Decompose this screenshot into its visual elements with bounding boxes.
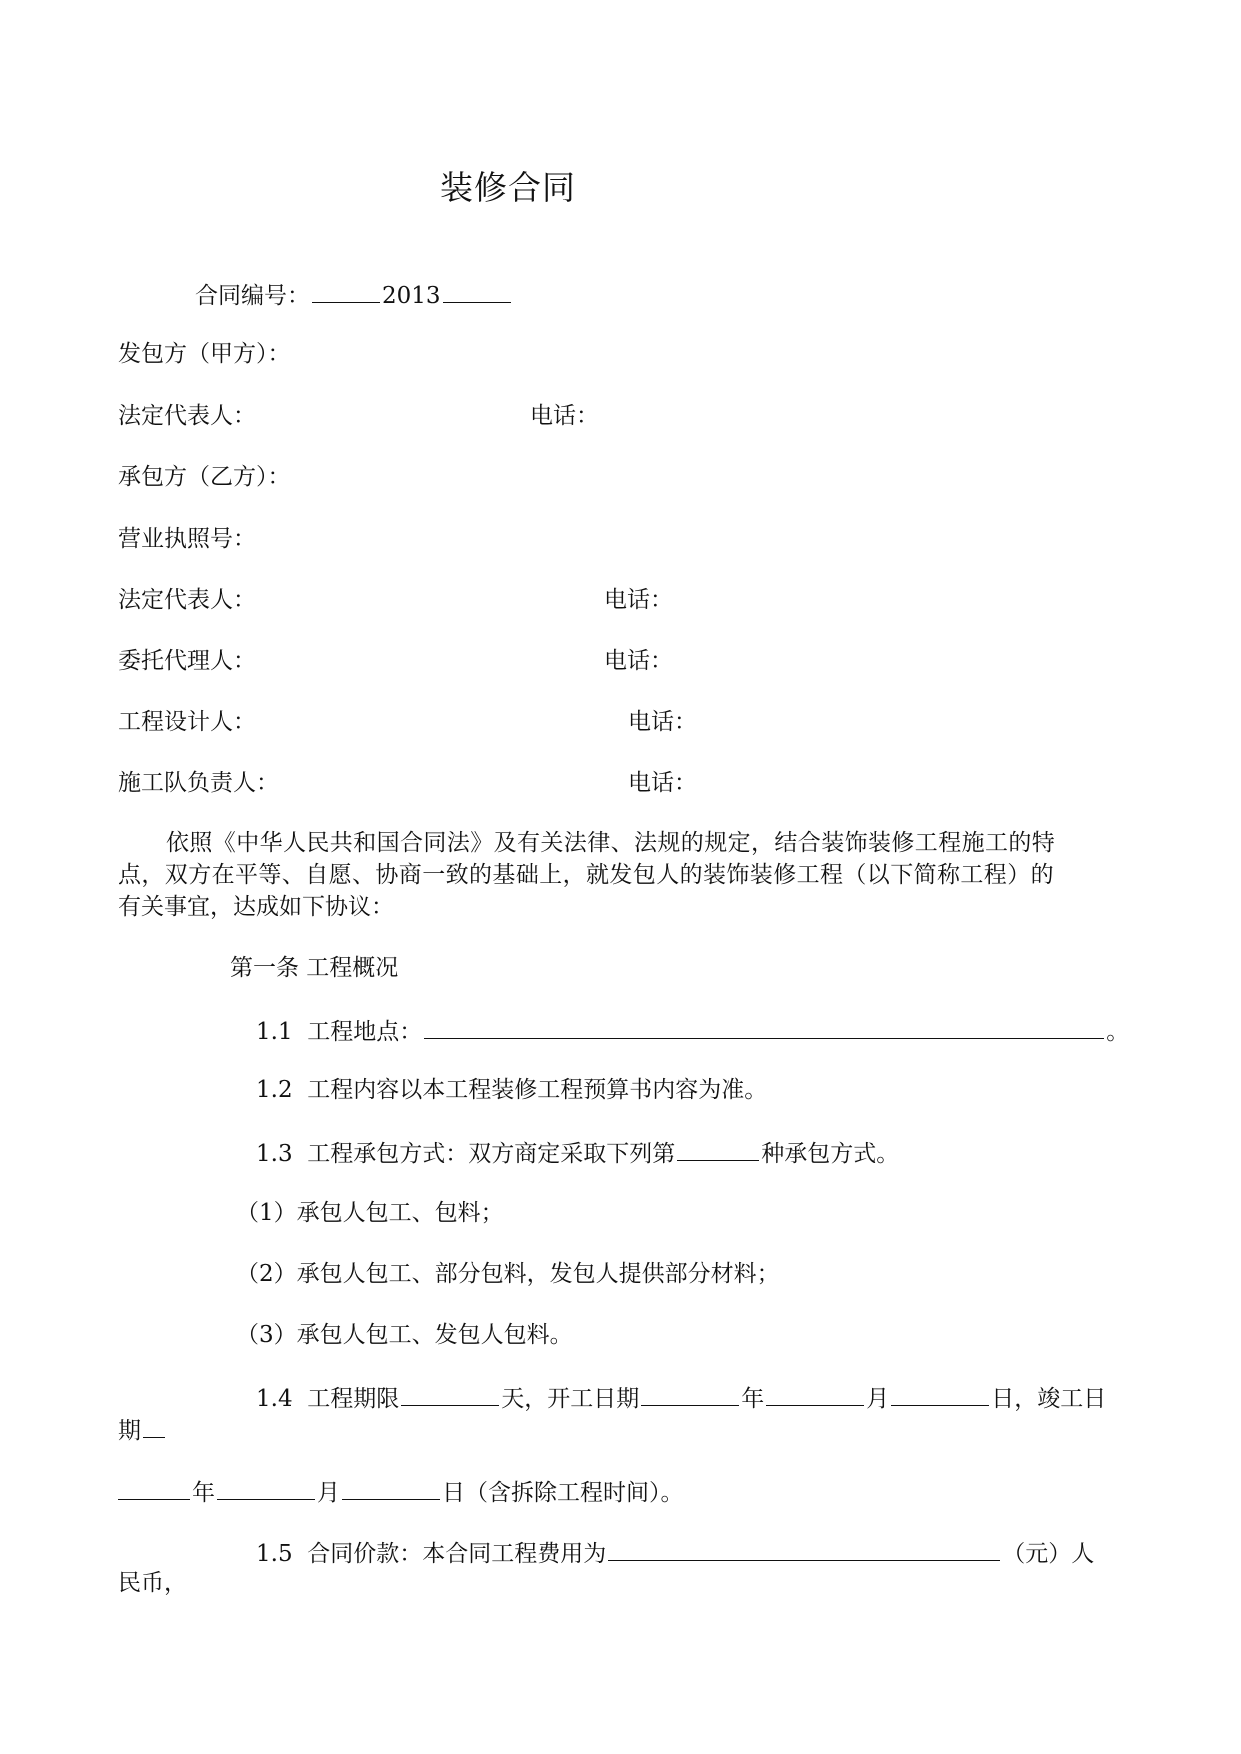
contract-price-blank[interactable]	[608, 1536, 1000, 1561]
page-title: 装修合同	[440, 168, 576, 207]
option-1: （1）承包人包工、包料；	[236, 1200, 504, 1226]
employer-phone-label: 电话：	[530, 403, 599, 429]
contractor-label: 承包方（乙方）：	[118, 464, 291, 490]
option-3: （3）承包人包工、发包人包料。	[236, 1322, 573, 1348]
contractor-phone-label: 电话：	[604, 587, 673, 613]
clause-1-4-day: 天，开工日期	[501, 1386, 640, 1412]
duration-days-blank[interactable]	[401, 1381, 499, 1406]
contract-number-value: 2013	[382, 283, 441, 309]
license-label: 营业执照号：	[118, 526, 256, 552]
completion-month-blank[interactable]	[217, 1475, 315, 1500]
clause-1-2-text: 工程内容以本工程装修工程预算书内容为准。	[307, 1077, 768, 1103]
start-month-blank[interactable]	[766, 1381, 864, 1406]
completion-day-blank[interactable]	[342, 1475, 440, 1500]
clause-1-5-unit: （元）人	[1002, 1541, 1095, 1567]
clause-1-3-number: 1.3	[256, 1141, 293, 1167]
clause-1-5-label: 合同价款：本合同工程费用为	[307, 1541, 607, 1567]
clause-1-4-cont-text: 期	[118, 1418, 141, 1444]
clause-1-4-number: 1.4	[256, 1386, 293, 1412]
clause-1-5-number: 1.5	[256, 1541, 293, 1567]
completion-year-blank[interactable]	[118, 1475, 190, 1500]
preamble-line-2: 点，双方在平等、自愿、协商一致的基础上，就发包人的装饰装修工程（以下简称工程）的	[118, 862, 1054, 888]
start-day-blank[interactable]	[891, 1381, 989, 1406]
contract-number-label: 合同编号：	[195, 283, 310, 309]
contractor-rep-label: 法定代表人：	[118, 587, 256, 613]
clause-1-5	[256, 1536, 1094, 1569]
clause-1-1-number: 1.1	[256, 1019, 293, 1045]
article-1-heading: 第一条 工程概况	[230, 955, 399, 981]
agent-label: 委托代理人：	[118, 648, 256, 674]
contract-number-blank-right[interactable]	[443, 278, 511, 303]
clause-1-3-text-before: 工程承包方式：双方商定采取下列第	[307, 1141, 676, 1167]
clause-1-1	[256, 1014, 1129, 1047]
contract-number-blank-left[interactable]	[312, 278, 380, 303]
clause-1-4	[256, 1381, 1106, 1414]
preamble-line-3: 有关事宜，达成如下协议：	[118, 894, 394, 920]
clause-1-4-date-end: 日，竣工日	[991, 1386, 1107, 1412]
clause-1-2-number: 1.2	[256, 1077, 293, 1103]
clause-1-4-month2: 月	[317, 1480, 340, 1506]
employer-label: 发包方（甲方）：	[118, 341, 291, 367]
clause-1-4-year: 年	[741, 1386, 765, 1412]
clause-1-4-completion	[118, 1475, 684, 1508]
designer-phone-label: 电话：	[628, 709, 697, 735]
clause-1-1-end: 。	[1106, 1019, 1130, 1045]
team-leader-label: 施工队负责人：	[118, 770, 279, 796]
contract-mode-blank[interactable]	[677, 1136, 759, 1161]
project-location-blank[interactable]	[424, 1014, 1104, 1039]
clause-1-4-year2: 年	[192, 1480, 215, 1506]
team-leader-phone-label: 电话：	[628, 770, 697, 796]
completion-date-blank-short[interactable]	[143, 1413, 165, 1438]
start-year-blank[interactable]	[641, 1381, 739, 1406]
clause-1-4-label: 工程期限	[307, 1386, 400, 1412]
option-2: （2）承包人包工、部分包料，发包人提供部分材料；	[236, 1261, 780, 1287]
agent-phone-label: 电话：	[604, 648, 673, 674]
employer-rep-label: 法定代表人：	[118, 403, 256, 429]
clause-1-1-label: 工程地点：	[307, 1019, 423, 1045]
preamble-line-1: 依照《中华人民共和国合同法》及有关法律、法规的规定，结合装饰装修工程施工的特	[166, 830, 1056, 856]
clause-1-2	[256, 1075, 767, 1105]
clause-1-4-cont	[118, 1413, 167, 1446]
clause-1-5-cont: 民币，	[118, 1570, 187, 1596]
contract-number-line	[195, 278, 513, 311]
clause-1-4-month: 月	[866, 1386, 890, 1412]
designer-label: 工程设计人：	[118, 709, 256, 735]
clause-1-3	[256, 1136, 899, 1169]
clause-1-4-tail: 日（含拆除工程时间）。	[442, 1480, 684, 1506]
clause-1-3-text-after: 种承包方式。	[761, 1141, 900, 1167]
